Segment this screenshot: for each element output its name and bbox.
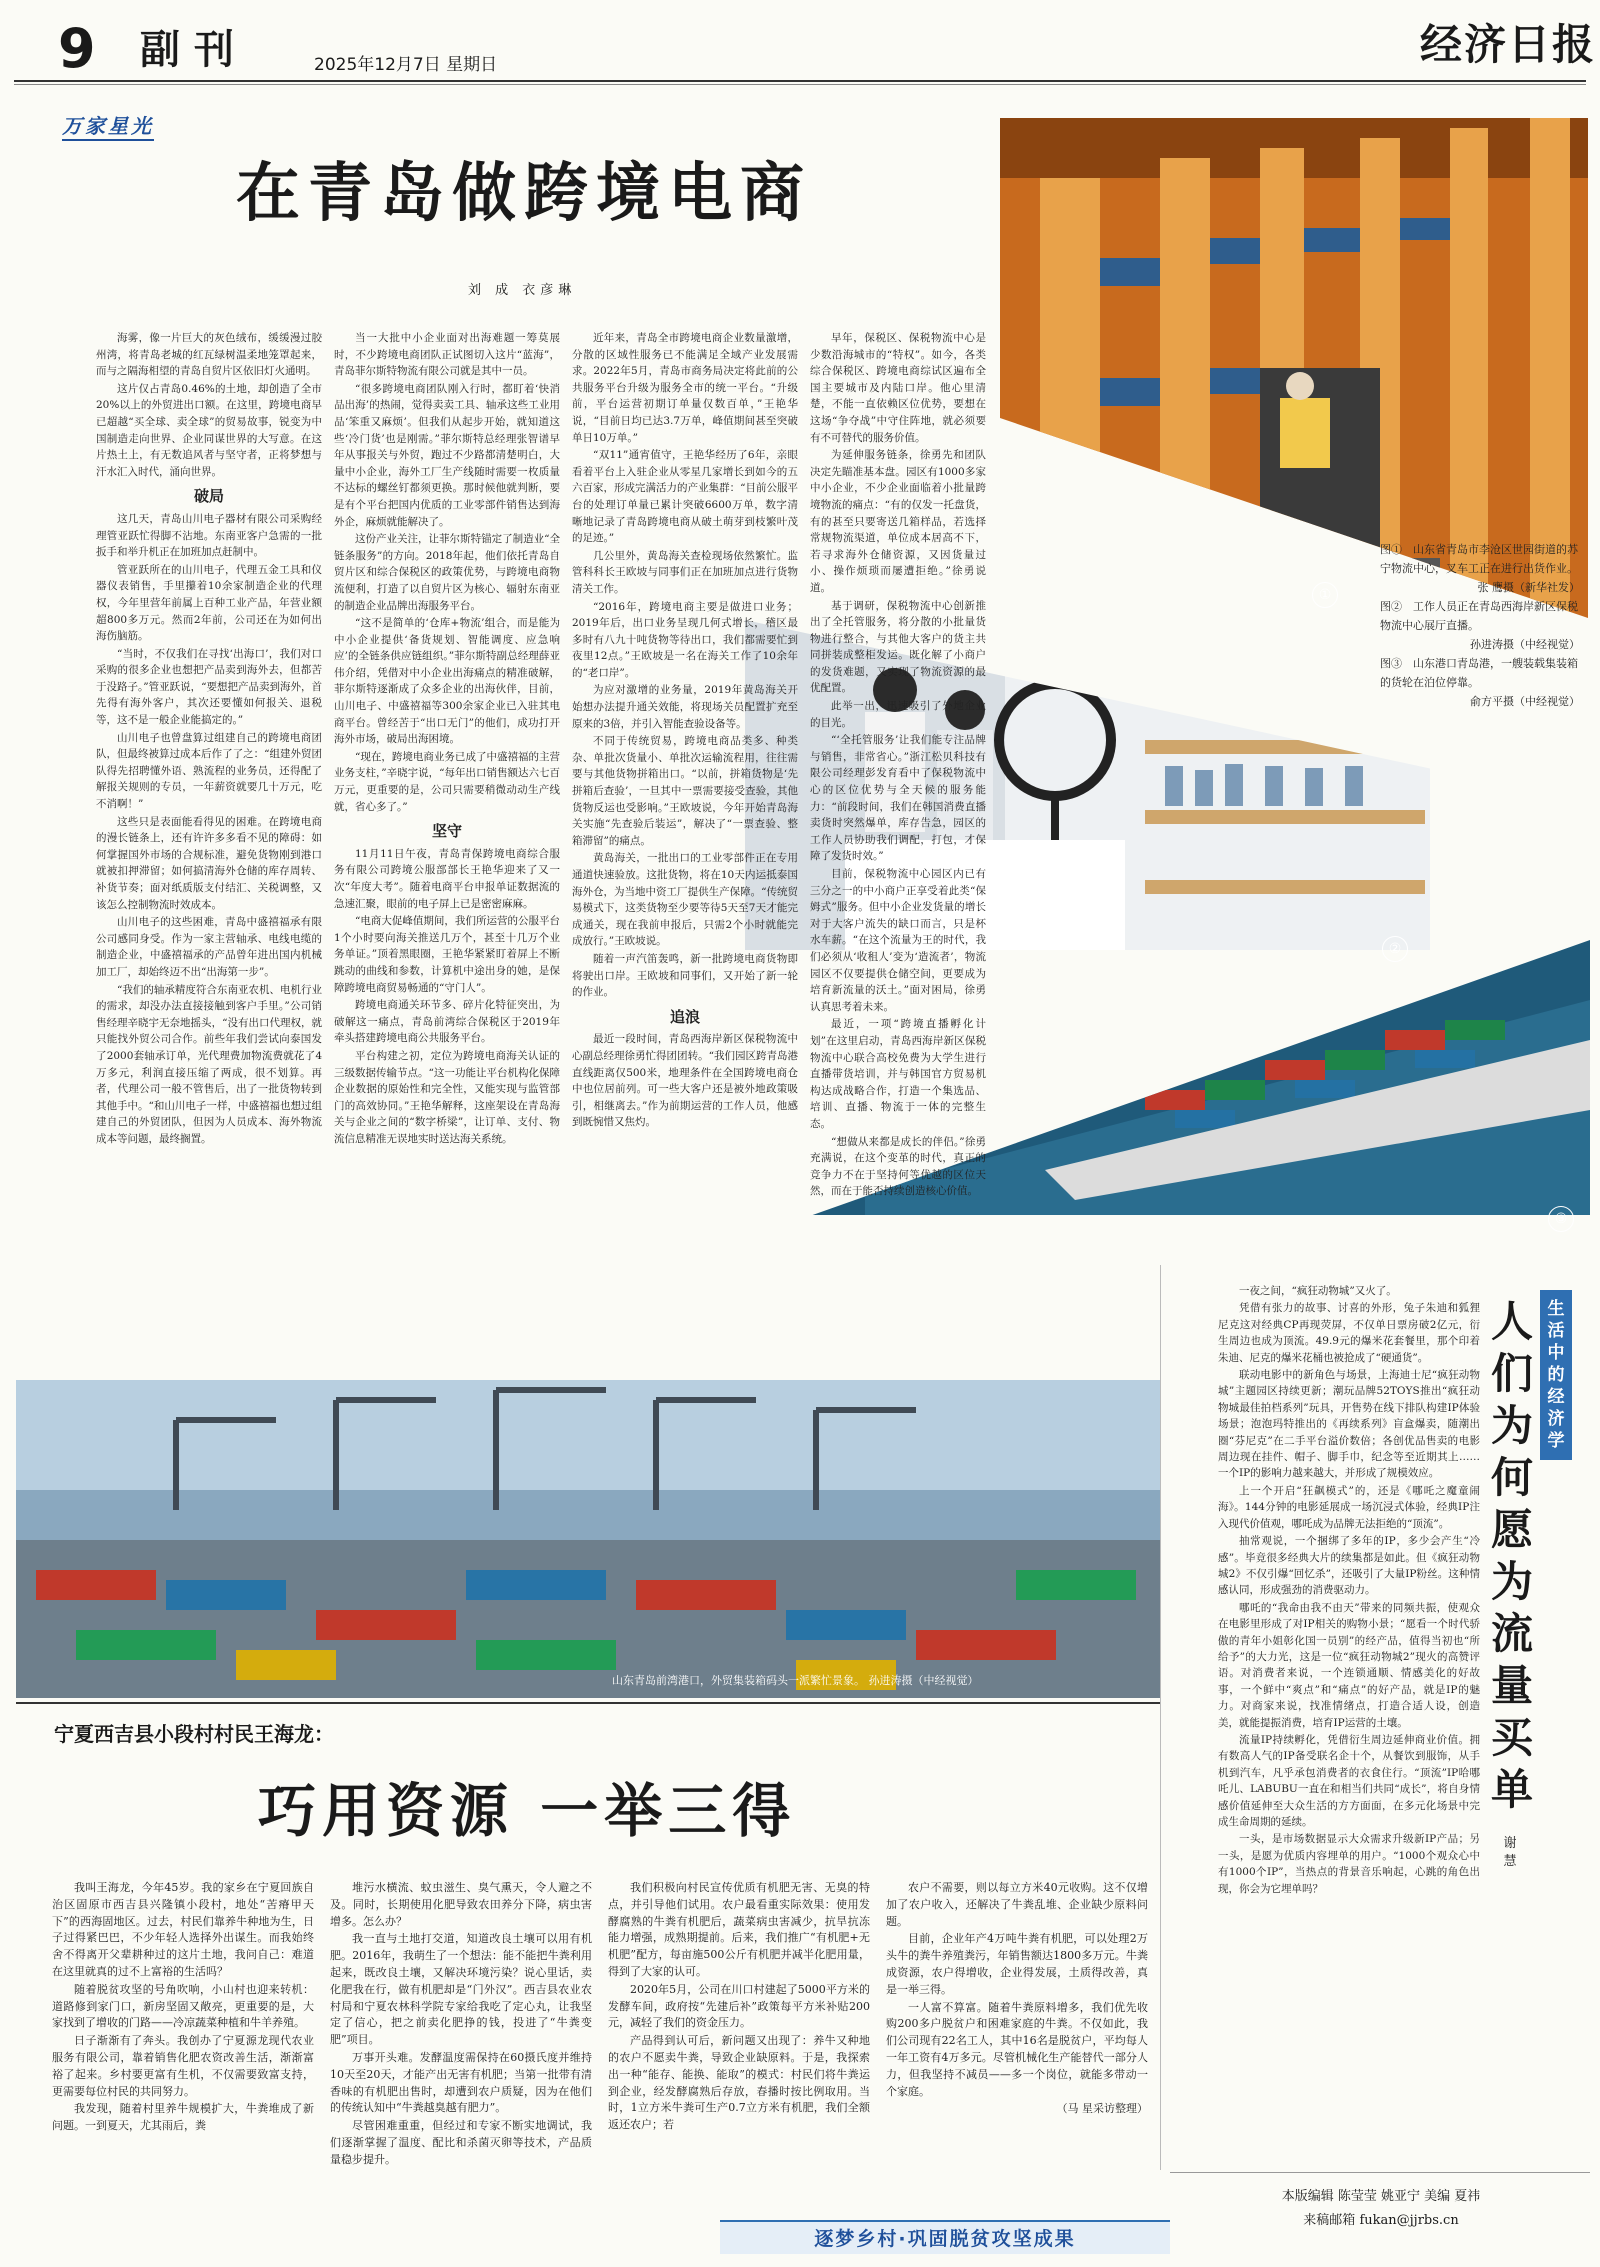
story2-signature: （马 星采访整理） — [1056, 2102, 1148, 2116]
photo-port-panorama — [16, 1380, 1160, 1698]
subhead: 破局 — [193, 487, 224, 506]
header-rule — [14, 80, 1586, 82]
footer-credits — [1176, 2185, 1586, 2233]
subhead: 追浪 — [669, 1007, 700, 1026]
story2-title: 巧用资源 一举三得 — [258, 1777, 797, 1845]
story3-author: 谢 慧 — [1503, 1836, 1517, 1869]
story2-rule — [16, 1702, 1160, 1704]
issue-date: 2025年12月7日 星期日 — [314, 55, 498, 75]
editors-line: 本版编辑 陈莹莹 姚亚宁 美编 夏祎 — [1281, 2189, 1481, 2204]
photo-captions: 图① 山东省青岛市李沧区世园街道的苏宁物流中心，叉车工正在进行出货作业。 张 鹰摄（新华社发） 图② 工作人员正在青岛西海岸新区保税物流中心展厅直播。 孙进涛摄（中经视觉） 图③ 山东港口青岛港，一艘装载集装箱的货轮在泊位停靠。 俞方平摄（中经视觉） — [1380, 543, 1580, 708]
newspaper-logo: 经济日报 — [1420, 20, 1597, 69]
subhead: 坚守 — [431, 822, 462, 841]
photo-marker: ② — [1382, 936, 1408, 962]
story1-column-1: 海雾，像一片巨大的灰色绒布，缓缓漫过胶州湾，将青岛老城的红瓦绿树温柔地笼罩起来，而与之隔海相望的青岛自贸片区依旧灯火通明。 这片仅占青岛0.46%的土地，却创造了全市20%以上的外贸进出口额。在这里，跨境电商早已超越“买全球、卖全球”的贸易故事，锐变为中国制造走向世界、企业同谋世界的大写意。在这片热土上，有无数追风者与坚守者，正将梦想与汗水汇入时代，涌向世界。 破局 这几天，青岛山川电子器材有限公司采购经理管亚跃忙得脚不沾地。东南亚客户急需的一批扳手和举升机正在加班加点赶制中。 管亚跃所在的山川电子，代理五金工具和仪器仪表销售，手里攥着10余家制造企业的代理权，今年里营年前属上百种工业产品，年营业额超800多万元。然而2年前，公司还在为如何出海伤脑筋。 “当时，不仅我们在寻找‘出海口’，我们对口采购的很多企业也想把产品卖到海外去，但都苦于没路子。”管亚跃说，“要想把产品卖到海外，首先得有海外客户，其次还要懂如何报关、退税等，这不是一般企业能搞定的。” 山川电子也曾盘算过组建自己的跨境电商团队，但最终被算过成本后作了了之：“组建外贸团队得先招聘懂外语、熟流程的业务员，还得配了解报关规则的专员，一年薪资就要几十万元，吃不消啊！” 这些只是表面能看得见的困难。在跨境电商的漫长链条上，还有许许多多看不见的障碍：如何掌握国外市场的合规标准，避免货物刚到港口就被扣押滞留；如何搞清海外仓储的库存周转、补货节奏；面对纸质版支付结汇、关税调整，又该怎么控制物流时效成本。 山川电子的这些困难，青岛中盛禧福承有限公司感同身受。作为一家主营轴承、电线电缆的制造企业，中盛禧福承的产品曾年进出国内机械加工厂，却始终迈不出“出海第一步”。 “我们的轴承精度符合东南亚农机、电机行业的需求，却没办法直接接触到客户手里。”公司销售经理辛晓宇无奈地摇头，“没有出口代理权，就只能找外贸公司合作。前些年我们尝试向泰国发了2000套轴承订单，光代理费加物流费就花了4万多元，利润直接压缩了两成，很不划算。再者，代理公司一般不管售后，出了一批货物转到其他手中。“和山川电子一样，中盛禧福也想过组建自己的外贸团队，但因为人员成本、海外物流成本等问题，最终搁置。 — [96, 332, 322, 1145]
page-number: 9 — [58, 17, 96, 80]
byline: 刘 成 衣彦琳 — [468, 283, 577, 298]
section-name: 副刊 — [140, 27, 248, 73]
column-label-vertical: 生活中的经济学 — [1540, 1290, 1572, 1460]
header-rule-thin — [14, 84, 1586, 85]
story2-column-1: 我叫王海龙，今年45岁。我的家乡在宁夏回族自治区固原市西吉县兴隆镇小段村，地处“苦瘠甲天下”的西海固地区。过去，村民们靠养牛种地为生，日子过得紧巴巴，不少年轻人选择外出谋生。而我始终舍不得离开父辈耕种过的这片土地，我问自己：难道在这里就真的过不上富裕的生活吗？ 随着脱贫攻坚的号角吹响，小山村也迎来转机：道路修到家门口，新房坚固又敞亮，更重要的是，大家找到了增收的门路——冷凉蔬菜种植和牛羊养殖。 日子渐渐有了奔头。我创办了宁夏源龙现代农业服务有限公司，靠着销售化肥农资改善生活，渐渐富裕了起来。乡村要更富有生机，不仅需要致富支持，更需要每位村民的共同努力。 我发现，随着村里养牛规模扩大，牛粪堆成了新问题。一到夏天，尤其雨后，粪 — [52, 1881, 314, 2133]
footer-rule — [1170, 2172, 1590, 2173]
story2-kicker: 宁夏西吉县小段村村民王海龙： — [54, 1722, 334, 1746]
column-label: 万家星光 — [62, 116, 154, 141]
photo-marker: ① — [1312, 582, 1338, 608]
story2-column-4: 农户不需要，则以每立方米40元收购。这不仅增加了农户收入，还解决了牛粪乱堆、企业缺少原料问题。 目前，企业年产4万吨牛粪有机肥，可以处理2万头牛的粪牛养殖粪污，年销售额达1800多万元。牛粪成资源，农户得增收，企业得发展，土质得改善，真是一举三得。 一人富不算富。随着牛粪原料增多，我们优先收购200多户脱贫户和困难家庭的牛粪。不仅如此，我们公司现有22名工人，其中16名是脱贫户，平均每人一年工资有4万多元。尽管机械化生产能替代一部分人力，但我坚持不减员——多一个岗位，就能多带动一个家庭。 （马 星采访整理） — [886, 1880, 1148, 2210]
series-band: 逐梦乡村·巩固脱贫攻坚成果 — [720, 2220, 1170, 2254]
port-caption: 山东青岛前湾港口，外贸集装箱码头一派繁忙景象。 孙进涛摄（中经视觉） — [612, 1674, 979, 1687]
story2-column-2: 堆污水横流、蚊虫滋生、臭气熏天，令人避之不及。同时，长期使用化肥导致农田养分下降，病虫害增多。怎么办？ 我一直与土地打交道，知道改良土壤可以用有机肥。2016年，我萌生了一个想法：能不能把牛粪利用起来，既改良土壤，又解决环境污染？说心里话，卖化肥我在行，做有机肥却是“门外汉”。西吉县农业农村局和宁夏农林科学院专家给我吃了定心丸，让我坚定了信心，把之前卖化肥挣的钱，投进了“牛粪变肥”项目。 万事开头难。发酵温度需保持在60摄氏度并维持10天至20天，才能产出无害有机肥；当第一批带有清香味的有机肥出售时，却遭到农户质疑，因为在他们的传统认知中“牛粪越臭越有肥力”。 尽管困难重重，但经过和专家不断实地调试，我们逐渐掌握了温度、配比和杀菌灭卵等技术，产品质量稳步提升。 — [330, 1881, 592, 2166]
story2-column-3: 我们积极向村民宣传优质有机肥无害、无臭的特点，并引导他们试用。农户最看重实际效果：使用发酵腐熟的牛粪有机肥后，蔬菜病虫害减少，抗旱抗冻能力增强，成熟期提前。后来，我们推广“有机肥+无机肥”配方，每亩施500公斤有机肥并减半化肥用量，得到了大家的认可。 2020年5月，公司在川口村建起了5000平方米的发酵车间，政府按“先建后补”政策每平方米补贴200元，减轻了我们的资金压力。 产品得到认可后，新问题又出现了：养牛又种地的农户不愿卖牛粪，导致企业缺原料。于是，我探索出一种“能存、能换、能取”的模式：村民们将牛粪运到企业，经发酵腐熟后存放，春播时按比例取用。当时，1立方米牛粪可生产0.7立方米有机肥，我们全额返还农户；若 — [608, 1881, 870, 2132]
story-title: 在青岛做跨境电商 — [236, 157, 812, 231]
email[interactable]: fukan@jjrbs.cn — [1359, 2213, 1459, 2228]
story3-body: 一夜之间，“疯狂动物城”又火了。 凭借有张力的故事、讨喜的外形，兔子朱迪和狐狸尼克这对经典CP再现荧屏，不仅单日票房破2亿元，衍生周边也成为顶流。49.9元的爆米花套餐里，那个印着朱迪、尼克的爆米花桶也被抢成了“硬通货”。 联动电影中的新角色与场景，上海迪士尼“疯狂动物城”主题园区持续更新；潮玩品牌52TOYS推出“疯狂动物城最佳拍档系列”玩具，开售势在线下排队构建IP体验场景；泡泡玛特推出的《再续系列》盲盒爆卖，随潮出圈“芬尼克”在二手平台溢价数倍；各创优品售卖的电影周边现在挂件、帽子、脚手巾，纪念等至近期其上……一个IP的影响力越来越大，并形成了规模效应。 上一个开启“狂飙模式”的，还是《哪吒之魔童闹海》。144分钟的电影延展成一场沉浸式体验，经典IP注入现代价值观，哪吒成为品牌无法拒绝的“顶流”。 抽常观说，一个捆绑了多年的IP，多少会产生“冷感”。毕竟很多经典大片的续集都是如此。但《疯狂动物城2》不仅引爆“回忆杀”，还吸引了大量IP粉丝。这种情感认同，形成强劲的消费驱动力。 哪吒的“我命由我不由天”带来的同频共振，使观众在电影里形成了对IP相关的购物小景；“愿看一个时代骄傲的青年小姐彰化国一员别”的经产品，值得当初也“所给予”的大力光，这是一位“疯狂动物城2”现火的高赞评语。对消费者来说，一个连锁通顺、情感美化的好故事，一个鲜中“爽点”和“痛点”的好产品，就是IP的魅力。对商家来说，找准情绪点，打造合适人设，创造美，就能提振消费，培育IP运营的土壤。 流量IP持续孵化，凭借衍生周边延伸商业价值。拥有数高人气的IP备受联名企十个，从餐饮到服饰，从手机到汽车，凡乎承包消费者的衣食住行。“顶流”IP哈哪吒儿、LABUBU一直在和相当们共同“成长”，将自身情感价值延伸至大众生活的方方面面，在多元化场景中完成生命周期的延续。 一头，是市场数据显示大众需求升级新IP产品；另一头，是愿为优质内容埋单的用户。“1000个观众心中有1000个IP”，当热点的背景音乐响起，心跳的角色出现，你会为它埋单吗？ — [1218, 1285, 1480, 1895]
photo-marker: ③ — [1548, 1206, 1574, 1232]
story1-column-3: 近年来，青岛全市跨境电商企业数量激增，分散的区域性服务已不能满足全域产业发展需求。2022年5月，青岛市商务局决定将此前的公共服务平台升级为服务全市的统一平台。“升级前，平台运营初期订单量仅数百单，”王艳华说，“目前日均已达3.7万单，峰值期间甚至突破单日10万单。” “双11”通宵值守，王艳华经历了6年，亲眼看着平台上入驻企业从零星几家增长到如今的五六百家，形成完满活力的产业集群：“目前公服平台的处理订单量已累计突破6600万单，数字清晰地记录了青岛跨境电商从破土萌芽到枝繁叶茂的足迹。” 几公里外，黄岛海关查检现场依然繁忙。监管科科长王欧坡与同事们正在加班加点进行货物清关工作。 “2016年，跨境电商主要是做进口业务；2019年后，出口业务呈现几何式增长，稽区最多时有八九十吨货物等待出口，我们都需要忙到夜里12点。”王欧坡是一名在海关工作了10余年的“老口岸”。 为应对激增的业务量，2019年黄岛海关开始想办法提升通关效能，将现场关员配置扩充至原来的3倍，并引入智能查验设备等。 不同于传统贸易，跨境电商品类多、种类杂、单批次货量小、单批次运输流程用，往往需要与其他货物拼箱出口。“以前，拼箱货物是‘先拼箱后查验’，一旦其中一票需要接受查验，其他货物反运也受影响。”王欧坡说，今年开始青岛海关实施“先查验后装运”，解决了“一票查验、整箱滞留”的痛点。 黄岛海关，一批出口的工业零部件正在专用通道快速验放。这批货物，将在10天内运抵泰国海外仓，为当地中资工厂提供生产保障。“传统贸易模式下，这类货物至少要等待5天至7天才能完成通关，现在我前申报后，只需2个小时就能完成放行。”王欧坡说。 随着一声汽笛轰鸣，新一批跨境电商货物即将驶出口岸。王欧坡和同事们，又开始了新一轮的作业。 追浪 最近一段时间，青岛西海岸新区保税物流中心副总经理徐勇忙得团团转。“我们园区跨青岛港直线距离仅500米，地理条件在全国跨境电商仓中也位居前列。可一些大客户还是被外地政策吸引，相继离去。”作为前期运营的工作人员，他感到既惋惜又焦灼。 — [572, 332, 798, 1129]
story1-column-4: 早年，保税区、保税物流中心是少数沿海城市的“特权”。如今，各类综合保税区、跨境电商综试区遍布全国主要城市及内陆口岸。他心里清楚，不能一直依赖区位优势，要想在这场“争夺战”中守住阵地，就必须要有不可替代的服务价值。 为延伸服务链条，徐勇先和团队决定先瞄准基本盘。园区有1000多家中小企业，不少企业面临着小批量跨境物流的痛点：“有的仅发一托盘货，有的甚至只要寄送几箱样品，若选择常规物流渠道，单位成本居高不下，若寻求海外仓储资源，又因货量过小、操作烦琐而屡遭拒绝。”徐勇说道。 基于调研，保税物流中心创新推出了全托管服务，将分散的小批量货物进行整合，与其他大客户的货主共同拼装成整柜发运。既化解了小商户的发货难题，又实现了物流资源的最优配置。 此举一出，迅速吸引了外地企业的目光。 “‘全托管服务’让我们能专注品牌与销售，非常省心。”浙江松贝科技有限公司经理彭发育看中了保税物流中心的区位优势与全天候的服务能力：“前段时间，我们在韩国消费直播卖货时突然爆单，库存告急，园区的工作人员协助我们调配，打包，才保障了发货时效。” 目前，保税物流中心园区内已有三分之一的中小商户正享受着此类“保姆式”服务。但中小企业发货量的增长对于大客户流失的缺口而言，只是杯水车薪。“在这个流量为王的时代，我们必须从‘收租人’变为‘造流者’，物流园区不仅要提供仓储空间，更要成为培育新流量的沃土。”面对困局，徐勇认真思考着未来。 最近，一项“跨境直播孵化计划”在这里启动，青岛西海岸新区保税物流中心联合高校免费为大学生进行直播带货培训，并与韩国官方贸易机构达成战略合作，打造一个集选品、培训、直播、物流于一体的完整生态。 “想做从来都是成长的伴侣。”徐勇充满说，在这个变革的时代，真正的竞争力不在于坚持何等优越的区位天然，而在于能否持续创造核心价值。 — [810, 332, 986, 1198]
email-label: 来稿邮箱 — [1303, 2213, 1356, 2228]
story1-column-2: 当一大批中小企业面对出海难题一筹莫展时，不少跨境电商团队正试图切入这片“蓝海”，青岛菲尔斯特物流有限公司就是其中一员。 “很多跨境电商团队刚入行时，都盯着‘快消品出海’的热闹，觉得卖卖工具、轴承这些工业用品‘笨重又麻烦’。但我们从起步开始，就知道这些‘冷门货’也是刚需。”菲尔斯特总经理张智谱早年从事报关与外贸，跑过不少路都清楚明白，大量中小企业，海外工厂生产线随时需要一枚质量不达标的螺丝钉都须更换。那时候他就判断，要是有个平台把国内优质的工业零部件销售达到海外企，麻烦就能解决了。 这份产业关注，让菲尔斯特锚定了制造业“全链条服务”的方向。2018年起，他们依托青岛自贸片区和综合保税区的政策优势，与跨境电商物流便利，打造了以自贸片区为核心、辐射东南亚的制造企业品牌出海服务平台。 “这不是简单的‘仓库+物流’组合，而是能为中小企业提供‘备货规划、智能调度、应急响应’的全链条供应链组织。”菲尔斯特副总经理薛亚伟介绍，凭借对中小企业出海痛点的精准破解，菲尔斯特逐渐成了众多企业的出海伙伴，目前，山川电子、中盛禧福等300余家企业已入驻其电商平台。曾经苦于“出口无门”的他们，成功打开海外市场，破局出海困境。 “现在，跨境电商业务已成了中盛禧福的主营业务支柱，”辛晓宇说，“每年出口销售额达六七百万元，更重要的是，公司只需要稍微动动生产线就，省心多了。” 坚守 11月11日午夜，青岛青保跨境电商综合服务有限公司跨境公服部部长王艳华迎来了又一次“年度大考”。随着电商平台申报单证数据流的急速汇聚，眼前的电子屏上已是密密麻麻。 “电商大促峰值期间，我们所运营的公服平台1个小时要向海关推送几万个，甚至十几万个业务单证。”顶着黑眼圈，王艳华紧紧盯着屏上不断跳动的曲线和参数，计算机中途出身的她，是保障跨境电商贸易畅通的“守门人”。 跨境电商通关环节多、碎片化特征突出，为破解这一痛点，青岛前湾综合保税区于2019年牵头搭建跨境电商公共服务平台。 平台构建之初，定位为跨境电商海关认证的三级数据传输节点。“这一功能让平台机构化保障企业数据的原始性和完全性，又能实现与监管部门的高效协同。”王艳华解释，这座架设在青岛海关与企业之间的“数字桥梁”，让订单、支付、物流信息精准无误地实时送达海关系统。 — [334, 332, 560, 1145]
story3-title: 人们为何愿为流量买单 — [1490, 1297, 1533, 1814]
